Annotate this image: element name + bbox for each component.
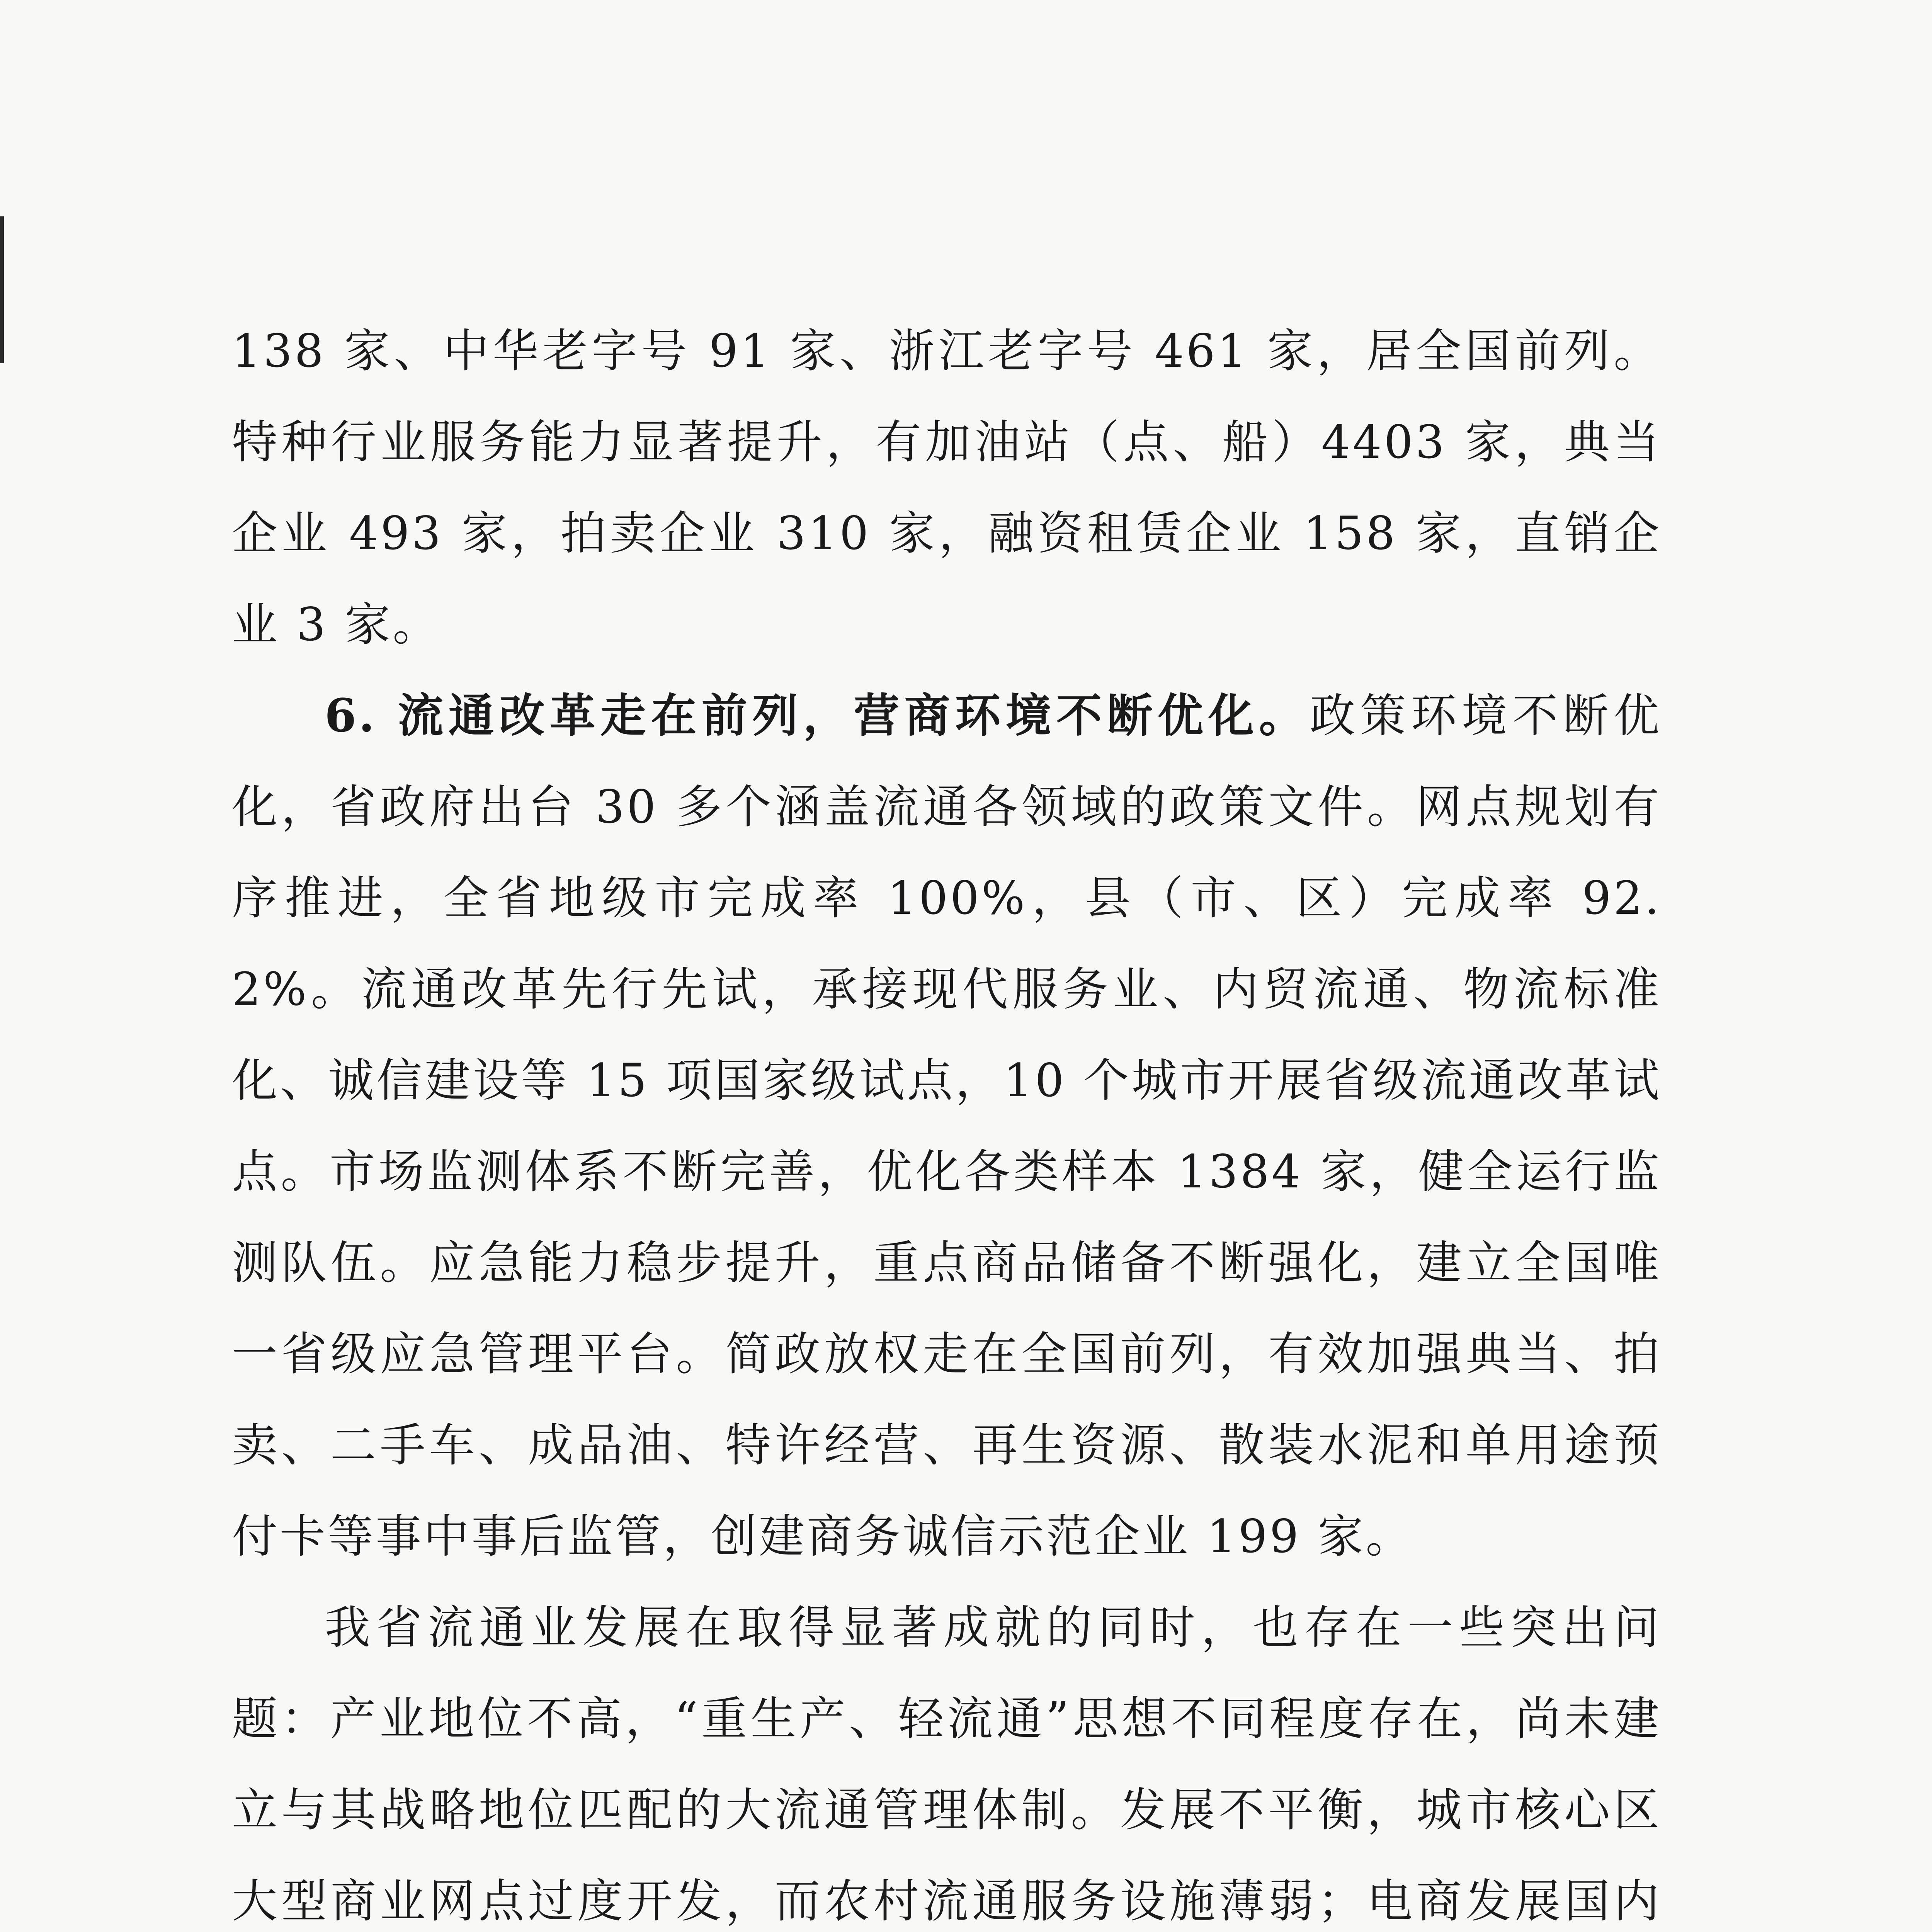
section-6-body: 政策环境不断优化，省政府出台 30 多个涵盖流通各领域的政策文件。网点规划有序推进，全省地级市完成率 100%，县（市、区）完成率 92.2%。流通改革先行先试，承接现代服务业、内贸流通、物流标准化、诚信建设等 15 项国家级试点，10 个城市开展省级流通改革试点。市场监测体系不断完善，优化各类样本 1384 家，健全运行监测队伍。应急能力稳步提升，重点商品储备不断强化，建立全国唯一省级应急管理平台。简政放权走在全国前列，有效加强典当、拍卖、二手车、成品油、特许经营、再生资源、散装水泥和单用途预付卡等事中事后监管，创建商务诚信示范企业 199 家。 [232,689,1662,1563]
section-6-heading: 6. 流通改革走在前列，营商环境不断优化。 [325,689,1310,742]
paragraph-section-6 [232,670,1662,1582]
paragraph-continuation: 138 家、中华老字号 91 家、浙江老字号 461 家，居全国前列。特种行业服务能力显著提升，有加油站（点、船）4403 家，典当企业 493 家，拍卖企业 310 家，融资租赁企业 158 家，直销企业 3 家。 [232,324,1662,651]
document-body [232,305,1662,1932]
paragraph-problems: 我省流通业发展在取得显著成就的同时，也存在一些突出问题：产业地位不高，“重生产、轻流通”思想不同程度存在，尚未建立与其战略地位匹配的大流通管理体制。发展不平衡，城市核心区大型商业网点过度开发，而农村流通服务设施薄弱；电商发展国内 [232,1601,1662,1928]
scan-edge-mark [0,216,4,363]
